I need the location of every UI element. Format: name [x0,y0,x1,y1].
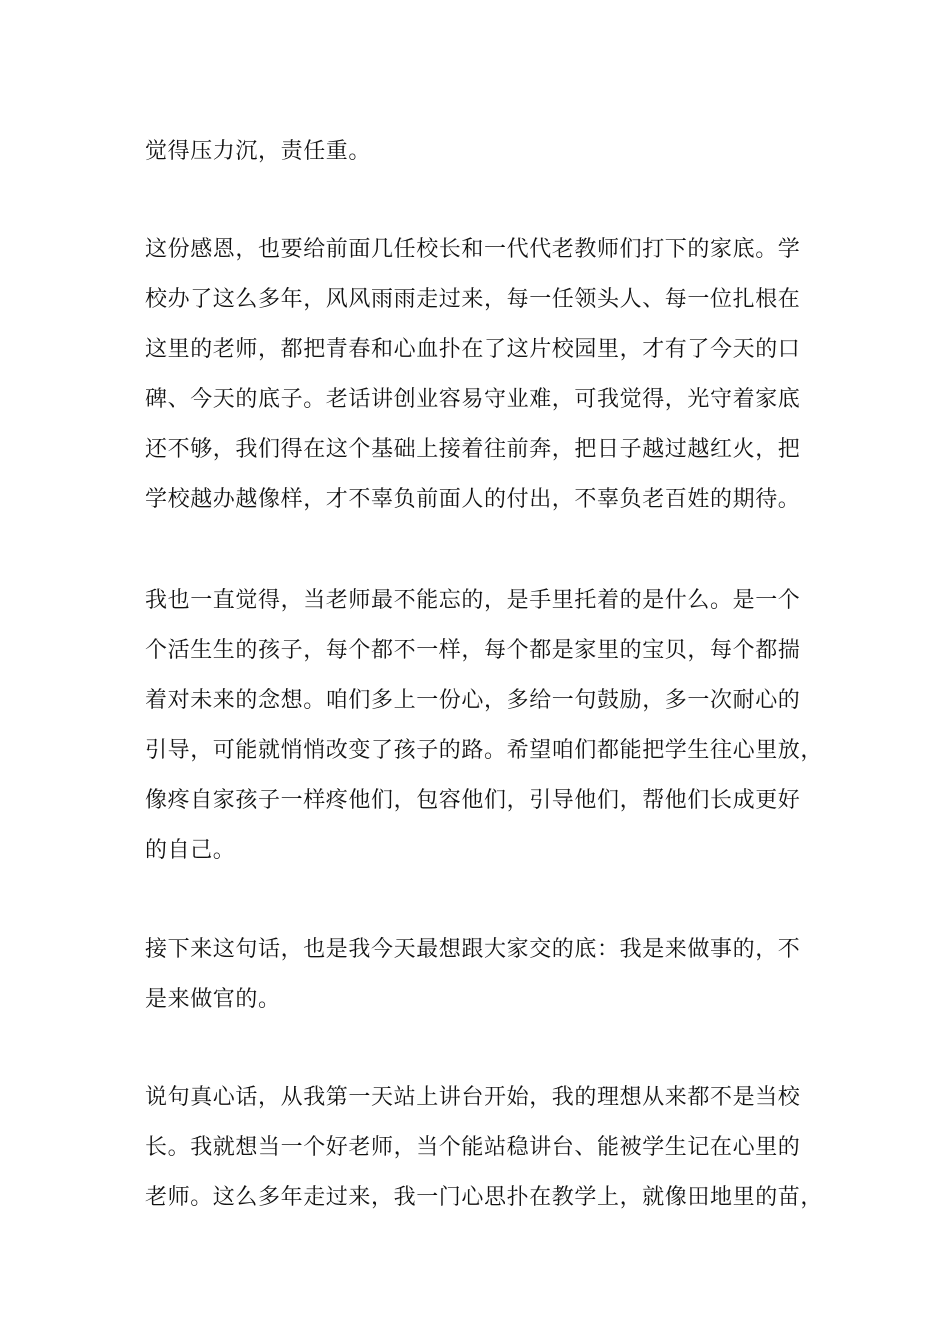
paragraph-line: 觉得压力沉，责任重。 [145,139,372,164]
paragraph-line: 接下来这句话，也是我今天最想跟大家交的底：我是来做事的，不 [145,937,801,962]
paragraph-line: 个活生生的孩子，每个都不一样，每个都是家里的宝贝，每个都揣 [145,638,801,663]
paragraph-line: 着对未来的念想。咱们多上一份心，多给一句鼓励，多一次耐心的 [145,688,801,713]
paragraph-line: 长。我就想当一个好老师，当个能站稳讲台、能被学生记在心里的 [145,1135,801,1160]
paragraph-line: 还不够，我们得在这个基础上接着往前奔，把日子越过越红火，把 [145,437,801,462]
paragraph-line: 是来做官的。 [145,987,281,1012]
paragraph-line: 学校越办越像样，才不辜负前面人的付出，不辜负老百姓的期待。 [145,487,801,512]
paragraph-line: 像疼自家孩子一样疼他们，包容他们，引导他们，帮他们长成更好 [145,788,801,813]
paragraph-line: 的自己。 [145,838,236,863]
paragraph-line: 说句真心话，从我第一天站上讲台开始，我的理想从来都不是当校 [145,1085,801,1110]
paragraph-line: 这里的老师，都把青春和心血扑在了这片校园里，才有了今天的口 [145,337,801,362]
paragraph-line: 引导，可能就悄悄改变了孩子的路。希望咱们都能把学生往心里放， [145,738,824,763]
paragraph-line: 校办了这么多年，风风雨雨走过来，每一任领头人、每一位扎根在 [145,287,801,312]
paragraph-line: 老师。这么多年走过来，我一门心思扑在教学上，就像田地里的苗， [145,1185,824,1210]
paragraph-line: 我也一直觉得，当老师最不能忘的，是手里托着的是什么。是一个 [145,588,801,613]
paragraph-line: 这份感恩，也要给前面几任校长和一代代老教师们打下的家底。学 [145,237,801,262]
paragraph-line: 碑、今天的底子。老话讲创业容易守业难，可我觉得，光守着家底 [145,387,801,412]
